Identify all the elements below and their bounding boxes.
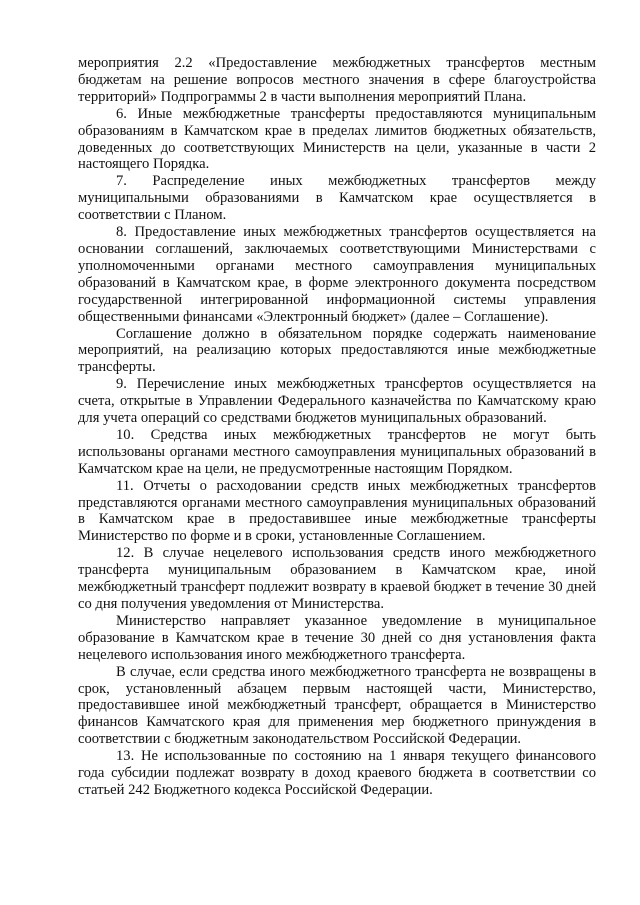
paragraph-item-12: 12. В случае нецелевого использования средств иного межбюджетного трансферта муниципальным образованием в Камчатском крае, иной межбюджетный трансферт подлежит возврату в краевой бюджет в течение 30 дней со дня получения уведомления от Министерства. bbox=[78, 545, 596, 612]
paragraph-item-6: 6. Иные межбюджетные трансферты предоставляются муниципальным образованиям в Камчатском крае в пределах лимитов бюджетных обязательств, доведенных до соответствующих Министерств на цели, указанные в части 2 настоящего Порядка. bbox=[78, 105, 596, 173]
paragraph-item-13: 13. Не использованные по состоянию на 1 января текущего финансового года субсидии подлежат возврату в доход краевого бюджета в соответствии со статьей 242 Бюджетного кодекса Российской Федерации. bbox=[78, 748, 596, 798]
paragraph-item-8: 8. Предоставление иных межбюджетных трансфертов осуществляется на основании соглашений, заключаемых соответствующими Министерствами с уполномоченными органами местного самоуправления муниципальных образований в Камчатском крае, в форме электронного документа посредством государственной интегрированной информационной системы управления общественными финансами «Электронный бюджет» (далее – Соглашение). bbox=[78, 224, 596, 325]
paragraph-non-return: В случае, если средства иного межбюджетного трансферта не возвращены в срок, установленный абзацем первым настоящей части, Министерство, предоставившее иной межбюджетный трансферт, обращается в Министерство финансов Камчатского края для применения мер бюджетного принуждения в соответствии с бюджетным законодательством Российской Федерации. bbox=[78, 663, 596, 748]
paragraph-agreement-content: Соглашение должно в обязательном порядке содержать наименование мероприятий, на реализацию которых предоставляются иные межбюджетные трансферты. bbox=[78, 325, 596, 376]
paragraph-continuation: мероприятия 2.2 «Предоставление межбюджетных трансфертов местным бюджетам на решение вопросов местного значения в сфере благоустройства территорий» Подпрограммы 2 в части выполнения мероприятий Плана. bbox=[78, 55, 596, 105]
paragraph-ministry-notice: Министерство направляет указанное уведомление в муниципальное образование в Камчатском крае в течение 30 дней со дня установления факта нецелевого использования иного межбюджетного трансферта. bbox=[78, 612, 596, 663]
document-body bbox=[78, 55, 596, 799]
paragraph-item-10: 10. Средства иных межбюджетных трансфертов не могут быть использованы органами местного самоуправления муниципальных образований в Камчатском крае на цели, не предусмотренные настоящим Порядком. bbox=[78, 426, 596, 477]
paragraph-item-11: 11. Отчеты о расходовании средств иных межбюджетных трансфертов представляются органами местного самоуправления муниципальных образований в Камчатском крае в предоставившее иные межбюджетные трансферты Министерство по форме и в сроки, установленные Соглашением. bbox=[78, 477, 596, 545]
paragraph-item-9: 9. Перечисление иных межбюджетных трансфертов осуществляется на счета, открытые в Управлении Федерального казначейства по Камчатскому краю для учета операций со средствами бюджетов муниципальных образований. bbox=[78, 376, 596, 427]
paragraph-item-7: 7. Распределение иных межбюджетных трансфертов между муниципальными образованиями в Камчатском крае осуществляется в соответствии с Планом. bbox=[78, 173, 596, 224]
